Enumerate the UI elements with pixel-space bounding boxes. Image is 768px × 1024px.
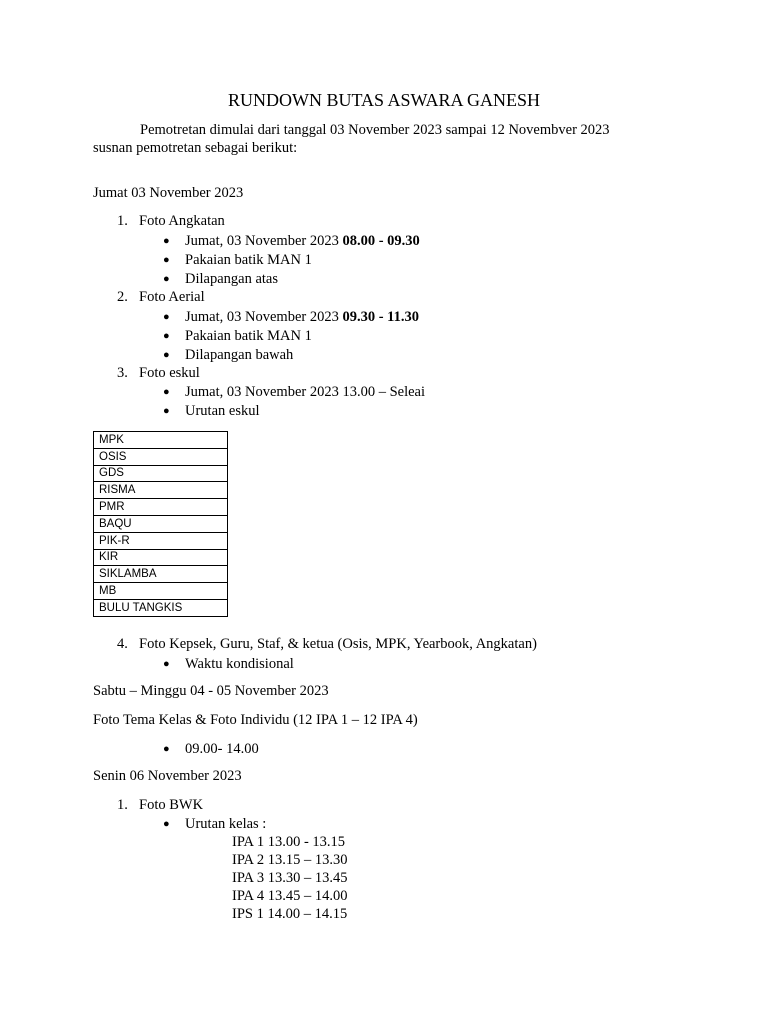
table-cell: RISMA: [94, 482, 228, 499]
eskul-table: [93, 431, 228, 617]
table-row: [94, 515, 228, 532]
bullet-icon: ●: [163, 273, 170, 285]
day2-subheading: Foto Tema Kelas & Foto Individu (12 IPA 1 – 12 IPA 4): [93, 712, 418, 728]
schedule-line: IPA 1 13.00 - 13.15: [232, 834, 346, 850]
schedule-line: IPS 1 14.00 – 14.15: [232, 906, 348, 922]
item-label: Foto BWK: [139, 797, 204, 813]
item-number: 4.: [117, 636, 128, 652]
table-row: [94, 566, 228, 583]
bullet-text: Pakaian batik MAN 1: [185, 252, 312, 268]
bullet-icon: ●: [163, 235, 170, 247]
list-item: [117, 288, 205, 307]
schedule-line: IPA 2 13.15 – 13.30: [232, 852, 348, 868]
bullet-icon: ●: [163, 405, 170, 417]
item-number: 1.: [117, 797, 128, 813]
item-number: 1.: [117, 213, 128, 229]
table-cell: PMR: [94, 499, 228, 516]
bullet-icon: ●: [163, 330, 170, 342]
table-cell: BAQU: [94, 515, 228, 532]
table-cell: BULU TANGKIS: [94, 599, 228, 616]
table-cell: MB: [94, 583, 228, 600]
list-item: [117, 635, 537, 654]
table-cell: OSIS: [94, 448, 228, 465]
table-row: [94, 499, 228, 516]
table-cell: GDS: [94, 465, 228, 482]
table-row: [94, 448, 228, 465]
schedule-line: IPA 4 13.45 – 14.00: [232, 888, 348, 904]
table-row: [94, 482, 228, 499]
table-cell: PIK-R: [94, 532, 228, 549]
bullet-text: Urutan kelas :: [185, 816, 267, 832]
document-title: RUNDOWN BUTAS ASWARA GANESH: [227, 90, 541, 110]
bullet-icon: ●: [163, 658, 170, 670]
table-row: [94, 583, 228, 600]
bullet-icon: ●: [163, 349, 170, 361]
table-row: [94, 599, 228, 616]
intro-line-1: Pemotretan dimulai dari tanggal 03 November 2023 sampai 12 Novembver 2023: [140, 122, 610, 138]
list-item: [117, 796, 203, 815]
table-row: [94, 432, 228, 449]
table-row: [94, 465, 228, 482]
day1-heading: Jumat 03 November 2023: [93, 185, 244, 201]
bullet-text: Jumat, 03 November 2023 08.00 - 09.30: [185, 233, 420, 249]
table-row: [94, 549, 228, 566]
table-cell: KIR: [94, 549, 228, 566]
item-number: 2.: [117, 289, 128, 305]
schedule-line: IPA 3 13.30 – 13.45: [232, 870, 348, 886]
bullet-text: Jumat, 03 November 2023 09.30 - 11.30: [185, 309, 419, 325]
bullet-icon: ●: [163, 386, 170, 398]
bullet-text: Urutan eskul: [185, 403, 260, 419]
bullet-icon: ●: [163, 743, 170, 755]
bullet-icon: ●: [163, 254, 170, 266]
day3-heading: Senin 06 November 2023: [93, 768, 242, 784]
item-label: Foto Kepsek, Guru, Staf, & ketua (Osis, MPK, Yearbook, Angkatan): [139, 636, 537, 652]
bullet-text: Waktu kondisional: [185, 656, 294, 672]
item-label: Foto Aerial: [139, 289, 205, 305]
list-item: [117, 364, 200, 383]
item-label: Foto Angkatan: [139, 213, 225, 229]
intro-line-2: susnan pemotretan sebagai berikut:: [93, 140, 298, 156]
table-row: [94, 532, 228, 549]
bullet-icon: ●: [163, 818, 170, 830]
item-label: Foto eskul: [139, 365, 200, 381]
table-cell: MPK: [94, 432, 228, 449]
bullet-text: 09.00- 14.00: [185, 741, 259, 757]
bullet-text: Dilapangan bawah: [185, 347, 294, 363]
bullet-text: Dilapangan atas: [185, 271, 279, 287]
table-cell: SIKLAMBA: [94, 566, 228, 583]
bullet-text: Jumat, 03 November 2023 13.00 – Seleai: [185, 384, 426, 400]
bullet-text: Pakaian batik MAN 1: [185, 328, 312, 344]
day2-heading: Sabtu – Minggu 04 - 05 November 2023: [93, 683, 329, 699]
item-number: 3.: [117, 365, 128, 381]
list-item: [117, 212, 225, 231]
bullet-icon: ●: [163, 311, 170, 323]
